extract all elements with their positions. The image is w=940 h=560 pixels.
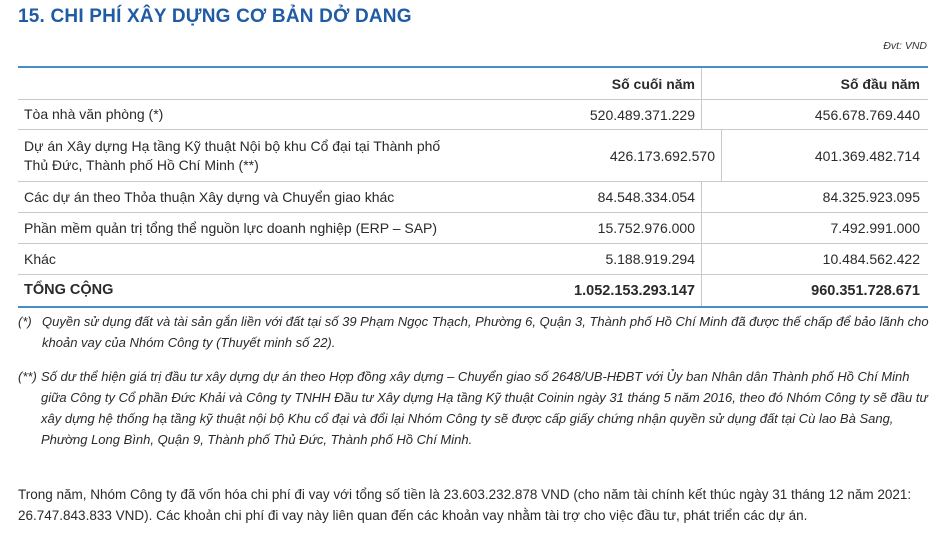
currency-unit: Đvt: VND xyxy=(883,40,927,52)
total-end-value: 1.052.153.293.147 xyxy=(465,275,702,306)
table-header-row xyxy=(18,68,928,100)
table-row xyxy=(18,213,928,244)
header-beginning-of-year: Số đầu năm xyxy=(840,75,920,92)
row-start-value: 456.678.769.440 xyxy=(814,106,920,123)
footnote-text: Quyền sử dụng đất và tài sản gắn liền với đất tại số 39 Phạm Ngọc Thạch, Phường 6, Quận 3, Thành phố Hồ Chí Minh đã được thế chấp để bảo lãnh cho khoản vay của Nhóm Công ty (Thuyết minh số 22). xyxy=(42,314,929,350)
row-label: Khác xyxy=(24,250,56,267)
row-end-value: 520.489.371.229 xyxy=(465,100,702,129)
row-start-value: 7.492.991.000 xyxy=(830,220,920,236)
total-label: TỔNG CỘNG xyxy=(24,282,114,298)
footnote-mark: (*) xyxy=(18,314,32,329)
section-title: 15. CHI PHÍ XÂY DỰNG CƠ BẢN DỞ DANG xyxy=(18,6,412,27)
table-row xyxy=(18,182,928,213)
borrowing-cost-paragraph: Trong năm, Nhóm Công ty đã vốn hóa chi phí đi vay với tổng số tiền là 23.603.232.878 VND (cho năm tài chính kết thúc ngày 31 tháng 12 năm 2021: 26.747.843.833 VND). Các khoản chi phí đi vay này liên quan đến các khoản vay nhằm tài trợ cho việc đầu tư, phát triển các dự án. xyxy=(18,487,912,523)
footnote-1 xyxy=(18,311,930,353)
cip-table xyxy=(18,66,928,308)
row-end-value: 84.548.334.054 xyxy=(465,182,702,212)
row-label: Phần mềm quản trị tổng thể nguồn lực doanh nghiệp (ERP – SAP) xyxy=(24,219,438,236)
footnote-2 xyxy=(18,366,930,450)
table-row xyxy=(18,130,928,182)
header-end-of-year: Số cuối năm xyxy=(465,68,702,99)
row-start-value: 10.484.562.422 xyxy=(822,251,920,267)
row-label: Tòa nhà văn phòng (*) xyxy=(24,106,164,122)
row-end-value: 15.752.976.000 xyxy=(465,213,702,243)
table-row xyxy=(18,100,928,130)
row-label: Dự án Xây dựng Hạ tầng Kỹ thuật Nội bộ khu Cổ đại tại Thành phố Thủ Đức, Thành phố Hồ Chí Minh (**) xyxy=(24,137,441,173)
table-row xyxy=(18,244,928,275)
footnote-mark: (**) xyxy=(18,369,37,384)
footnote-text: Số dư thể hiện giá trị đầu tư xây dựng dự án theo Hợp đồng xây dựng – Chuyển giao số 2648/UB-HĐBT với Ủy ban Nhân dân Thành phố Hồ Chí Minh giữa Công ty Cổ phần Đức Khải và Công ty TNHH Đầu tư Xây dựng Hạ tầng Kỹ thuật Coinin ngày 31 tháng 5 năm 2016, theo đó Nhóm Công ty sẽ đầu tư xây dựng hệ thống hạ tầng kỹ thuật nội bộ Khu cổ đại và đổi lại Nhóm Công ty sẽ được cấp giấy chứng nhận quyền sử dụng đất tại Cù lao Bà Sang, Phường Long Bình, Quận 9, Thành phố Thủ Đức, Thành phố Hồ Chí Minh. xyxy=(41,369,928,447)
row-start-value: 84.325.923.095 xyxy=(822,189,920,205)
table-total-row xyxy=(18,275,928,308)
row-label: Các dự án theo Thỏa thuận Xây dựng và Chuyển giao khác xyxy=(24,188,395,205)
row-end-value: 5.188.919.294 xyxy=(465,244,702,274)
row-end-value: 426.173.692.570 xyxy=(485,130,722,181)
total-start-value: 960.351.728.671 xyxy=(811,282,920,299)
row-start-value: 401.369.482.714 xyxy=(814,147,920,164)
